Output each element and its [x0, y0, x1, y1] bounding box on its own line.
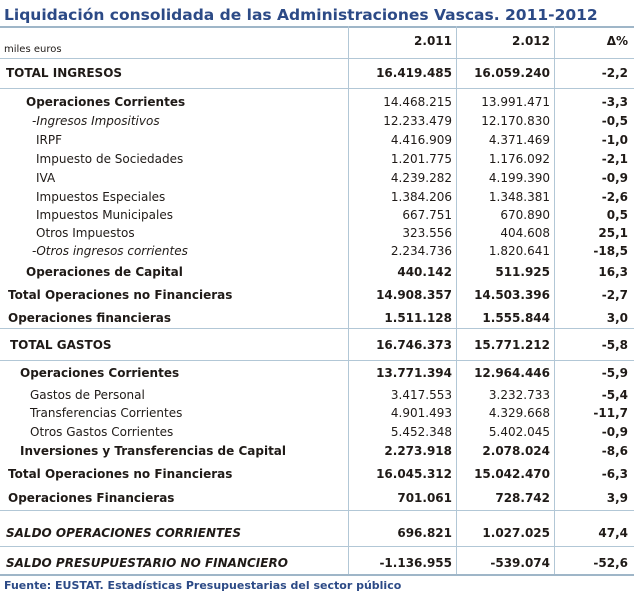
row-label: Total Operaciones no Financieras [8, 467, 233, 481]
section-rule [0, 510, 634, 511]
row-label: Operaciones Corrientes [26, 95, 186, 109]
value-2012: 14.503.396 [474, 288, 550, 302]
top-rule [0, 26, 634, 28]
value-2011: 12.233.479 [383, 114, 452, 128]
value-2012: 728.742 [495, 491, 550, 505]
row-label: Gastos de Personal [30, 388, 145, 402]
value-change: 25,1 [598, 226, 628, 240]
value-2011: -1.136.955 [379, 556, 452, 570]
row-label: SALDO PRESUPUESTARIO NO FINANCIERO [6, 556, 288, 570]
value-change: -18,5 [593, 244, 628, 258]
value-2011: 4.416.909 [390, 133, 452, 147]
value-change: -5,4 [601, 388, 628, 402]
value-2011: 440.142 [397, 265, 452, 279]
value-2012: 3.232.733 [488, 388, 550, 402]
value-change: -0,5 [601, 114, 628, 128]
row-label: Total Operaciones no Financieras [8, 288, 233, 302]
value-change: -8,6 [601, 444, 628, 458]
value-2012: 670.890 [500, 208, 550, 222]
value-2011: 2.234.736 [390, 244, 452, 258]
value-change: 16,3 [598, 265, 628, 279]
value-2012: 1.555.844 [482, 311, 550, 325]
value-2012: 1.348.381 [488, 190, 550, 204]
section-rule [0, 328, 634, 329]
row-label: TOTAL INGRESOS [6, 66, 123, 80]
value-2012: 15.042.470 [474, 467, 550, 481]
value-change: -0,9 [601, 425, 628, 439]
value-change: -6,3 [601, 467, 628, 481]
row-label: IRPF [36, 133, 63, 147]
value-change: -2,1 [601, 152, 628, 166]
value-2011: 4.901.493 [390, 406, 452, 420]
value-2011: 696.821 [397, 526, 452, 540]
value-change: 0,5 [606, 208, 628, 222]
section-rule [0, 546, 634, 547]
row-label: TOTAL GASTOS [10, 338, 112, 352]
column-header-change: Δ% [606, 34, 628, 48]
value-2011: 5.452.348 [390, 425, 452, 439]
value-2011: 323.556 [402, 226, 452, 240]
header-row [0, 34, 634, 50]
value-2012: 16.059.240 [474, 66, 550, 80]
section-rule [0, 360, 634, 361]
value-2011: 1.201.775 [390, 152, 452, 166]
value-2011: 3.417.553 [390, 388, 452, 402]
row-label: SALDO OPERACIONES CORRIENTES [6, 526, 242, 540]
row-label: -Ingresos Impositivos [32, 114, 160, 128]
value-2011: 16.045.312 [376, 467, 452, 481]
row-label: Inversiones y Transferencias de Capital [20, 444, 287, 458]
row-label: Impuestos Municipales [36, 208, 173, 222]
row-label: Operaciones de Capital [26, 265, 183, 279]
row-label: Impuesto de Sociedades [36, 152, 184, 166]
value-2011: 16.419.485 [376, 66, 452, 80]
value-change: -2,2 [601, 66, 628, 80]
value-change: -2,6 [601, 190, 628, 204]
value-change: -0,9 [601, 171, 628, 185]
column-header-2011: 2.011 [414, 34, 452, 48]
source-note: Fuente: EUSTAT. Estadísticas Presupuestarias del sector público [4, 579, 402, 592]
bottom-rule [0, 574, 634, 576]
value-2012: 2.078.024 [482, 444, 550, 458]
value-change: -11,7 [593, 406, 628, 420]
row-label: Operaciones Corrientes [20, 366, 180, 380]
value-2012: 1.027.025 [482, 526, 550, 540]
value-2011: 667.751 [402, 208, 452, 222]
row-label: IVA [36, 171, 56, 185]
value-2011: 1.511.128 [384, 311, 452, 325]
header-rule [0, 58, 634, 59]
value-2012: 12.964.446 [474, 366, 550, 380]
value-change: -1,0 [601, 133, 628, 147]
row-label: Operaciones Financieras [8, 491, 175, 505]
column-separator [554, 26, 555, 574]
value-change: 3,0 [606, 311, 628, 325]
column-separator [348, 26, 349, 574]
value-change: 3,9 [606, 491, 628, 505]
value-2012: 15.771.212 [474, 338, 550, 352]
value-2012: 12.170.830 [481, 114, 550, 128]
value-change: -2,7 [601, 288, 628, 302]
value-2011: 14.908.357 [376, 288, 452, 302]
row-label: Transferencias Corrientes [30, 406, 183, 420]
value-2012: 4.199.390 [488, 171, 550, 185]
value-2011: 701.061 [397, 491, 452, 505]
value-2012: 511.925 [495, 265, 550, 279]
value-2012: 1.820.641 [488, 244, 550, 258]
row-label: -Otros ingresos corrientes [32, 244, 188, 258]
row-label: Otros Impuestos [36, 226, 135, 240]
section-rule [0, 88, 634, 89]
value-2012: 5.402.045 [488, 425, 550, 439]
unit-label: miles euros [4, 44, 62, 55]
row-label: Operaciones financieras [8, 311, 172, 325]
row-label: Otros Gastos Corrientes [30, 425, 174, 439]
value-2011: 13.771.394 [376, 366, 452, 380]
value-2011: 4.239.282 [390, 171, 452, 185]
value-2011: 1.384.206 [390, 190, 452, 204]
value-change: 47,4 [598, 526, 628, 540]
value-change: -3,3 [601, 95, 628, 109]
value-change: -52,6 [593, 556, 628, 570]
value-change: -5,8 [601, 338, 628, 352]
page-title: Liquidación consolidada de las Administraciones Vascas. 2011-2012 [4, 6, 598, 24]
column-header-2012: 2.012 [512, 34, 550, 48]
value-2011: 16.746.373 [376, 338, 452, 352]
row-label: Impuestos Especiales [36, 190, 166, 204]
value-2012: 4.371.469 [488, 133, 550, 147]
value-2012: 1.176.092 [488, 152, 550, 166]
column-separator [456, 26, 457, 574]
value-2012: 404.608 [500, 226, 550, 240]
value-2012: 4.329.668 [488, 406, 550, 420]
value-change: -5,9 [601, 366, 628, 380]
value-2011: 2.273.918 [384, 444, 452, 458]
value-2011: 14.468.215 [383, 95, 452, 109]
value-2012: -539.074 [490, 556, 550, 570]
value-2012: 13.991.471 [481, 95, 550, 109]
